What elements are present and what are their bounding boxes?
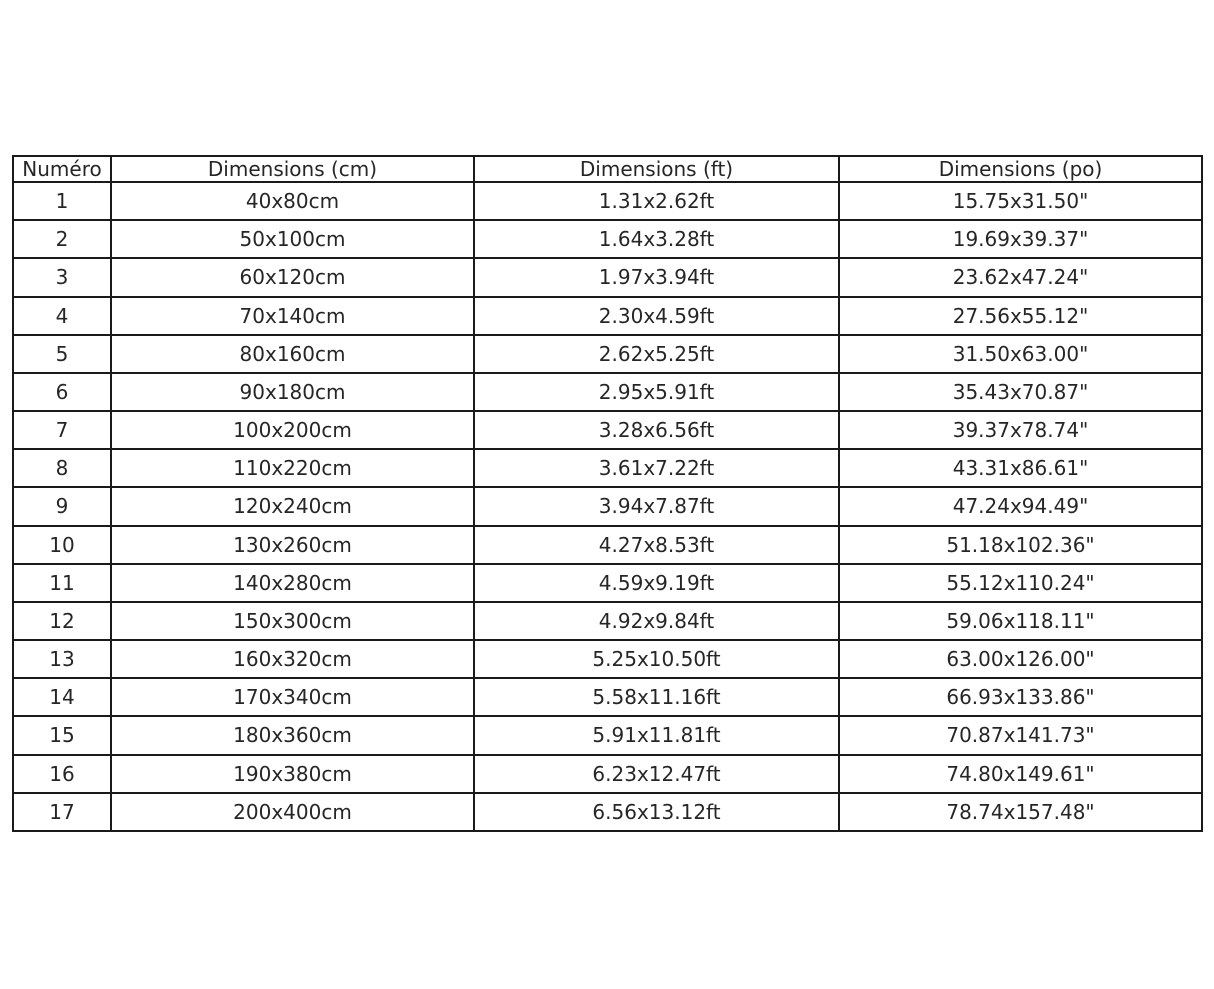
cell-dimensions-po: 35.43x70.87" bbox=[839, 373, 1202, 411]
cell-numero: 6 bbox=[13, 373, 111, 411]
cell-numero: 16 bbox=[13, 755, 111, 793]
dimensions-table bbox=[12, 155, 1203, 832]
cell-dimensions-cm: 130x260cm bbox=[111, 526, 474, 564]
cell-dimensions-ft: 4.27x8.53ft bbox=[474, 526, 839, 564]
dimensions-conversion-table-figure bbox=[12, 155, 1201, 832]
column-header-dimensions-cm: Dimensions (cm) bbox=[111, 156, 474, 182]
cell-dimensions-cm: 60x120cm bbox=[111, 258, 474, 296]
cell-dimensions-cm: 200x400cm bbox=[111, 793, 474, 831]
cell-dimensions-cm: 120x240cm bbox=[111, 487, 474, 525]
header-row bbox=[13, 156, 1202, 182]
cell-dimensions-ft: 3.28x6.56ft bbox=[474, 411, 839, 449]
cell-dimensions-cm: 160x320cm bbox=[111, 640, 474, 678]
cell-dimensions-ft: 5.58x11.16ft bbox=[474, 678, 839, 716]
cell-dimensions-cm: 70x140cm bbox=[111, 297, 474, 335]
cell-dimensions-po: 66.93x133.86" bbox=[839, 678, 1202, 716]
cell-dimensions-ft: 4.92x9.84ft bbox=[474, 602, 839, 640]
table-row bbox=[13, 564, 1202, 602]
cell-dimensions-ft: 5.91x11.81ft bbox=[474, 716, 839, 754]
cell-dimensions-po: 27.56x55.12" bbox=[839, 297, 1202, 335]
table-row bbox=[13, 449, 1202, 487]
cell-dimensions-po: 51.18x102.36" bbox=[839, 526, 1202, 564]
column-header-numero: Numéro bbox=[13, 156, 111, 182]
cell-numero: 13 bbox=[13, 640, 111, 678]
cell-numero: 8 bbox=[13, 449, 111, 487]
table-row bbox=[13, 335, 1202, 373]
cell-dimensions-cm: 170x340cm bbox=[111, 678, 474, 716]
column-header-dimensions-po: Dimensions (po) bbox=[839, 156, 1202, 182]
cell-numero: 9 bbox=[13, 487, 111, 525]
cell-dimensions-po: 47.24x94.49" bbox=[839, 487, 1202, 525]
cell-dimensions-po: 19.69x39.37" bbox=[839, 220, 1202, 258]
cell-dimensions-ft: 3.61x7.22ft bbox=[474, 449, 839, 487]
table-row bbox=[13, 716, 1202, 754]
cell-dimensions-po: 15.75x31.50" bbox=[839, 182, 1202, 220]
table-row bbox=[13, 755, 1202, 793]
cell-dimensions-ft: 1.64x3.28ft bbox=[474, 220, 839, 258]
cell-numero: 11 bbox=[13, 564, 111, 602]
cell-dimensions-cm: 100x200cm bbox=[111, 411, 474, 449]
cell-dimensions-ft: 2.95x5.91ft bbox=[474, 373, 839, 411]
column-header-dimensions-ft: Dimensions (ft) bbox=[474, 156, 839, 182]
cell-dimensions-ft: 1.97x3.94ft bbox=[474, 258, 839, 296]
cell-numero: 2 bbox=[13, 220, 111, 258]
table-body bbox=[13, 182, 1202, 831]
cell-dimensions-po: 63.00x126.00" bbox=[839, 640, 1202, 678]
table-row bbox=[13, 182, 1202, 220]
cell-dimensions-po: 70.87x141.73" bbox=[839, 716, 1202, 754]
cell-dimensions-cm: 140x280cm bbox=[111, 564, 474, 602]
cell-dimensions-po: 59.06x118.11" bbox=[839, 602, 1202, 640]
cell-dimensions-cm: 150x300cm bbox=[111, 602, 474, 640]
table-row bbox=[13, 487, 1202, 525]
cell-dimensions-po: 31.50x63.00" bbox=[839, 335, 1202, 373]
cell-dimensions-cm: 180x360cm bbox=[111, 716, 474, 754]
table-row bbox=[13, 297, 1202, 335]
cell-numero: 12 bbox=[13, 602, 111, 640]
table-row bbox=[13, 602, 1202, 640]
cell-dimensions-ft: 6.23x12.47ft bbox=[474, 755, 839, 793]
table-row bbox=[13, 373, 1202, 411]
cell-dimensions-ft: 4.59x9.19ft bbox=[474, 564, 839, 602]
cell-dimensions-cm: 40x80cm bbox=[111, 182, 474, 220]
table-row bbox=[13, 793, 1202, 831]
cell-dimensions-po: 55.12x110.24" bbox=[839, 564, 1202, 602]
cell-dimensions-cm: 110x220cm bbox=[111, 449, 474, 487]
cell-numero: 4 bbox=[13, 297, 111, 335]
cell-dimensions-cm: 80x160cm bbox=[111, 335, 474, 373]
cell-dimensions-ft: 5.25x10.50ft bbox=[474, 640, 839, 678]
cell-dimensions-po: 23.62x47.24" bbox=[839, 258, 1202, 296]
cell-numero: 1 bbox=[13, 182, 111, 220]
cell-dimensions-ft: 6.56x13.12ft bbox=[474, 793, 839, 831]
cell-dimensions-cm: 190x380cm bbox=[111, 755, 474, 793]
table-row bbox=[13, 640, 1202, 678]
cell-dimensions-cm: 50x100cm bbox=[111, 220, 474, 258]
cell-numero: 17 bbox=[13, 793, 111, 831]
cell-numero: 15 bbox=[13, 716, 111, 754]
table-row bbox=[13, 526, 1202, 564]
cell-dimensions-po: 78.74x157.48" bbox=[839, 793, 1202, 831]
cell-numero: 7 bbox=[13, 411, 111, 449]
cell-numero: 14 bbox=[13, 678, 111, 716]
cell-dimensions-ft: 3.94x7.87ft bbox=[474, 487, 839, 525]
cell-numero: 5 bbox=[13, 335, 111, 373]
cell-dimensions-ft: 1.31x2.62ft bbox=[474, 182, 839, 220]
cell-dimensions-ft: 2.62x5.25ft bbox=[474, 335, 839, 373]
table-row bbox=[13, 678, 1202, 716]
cell-dimensions-po: 39.37x78.74" bbox=[839, 411, 1202, 449]
table-row bbox=[13, 220, 1202, 258]
cell-dimensions-ft: 2.30x4.59ft bbox=[474, 297, 839, 335]
cell-dimensions-po: 74.80x149.61" bbox=[839, 755, 1202, 793]
table-row bbox=[13, 258, 1202, 296]
cell-dimensions-cm: 90x180cm bbox=[111, 373, 474, 411]
table-row bbox=[13, 411, 1202, 449]
cell-numero: 3 bbox=[13, 258, 111, 296]
cell-numero: 10 bbox=[13, 526, 111, 564]
cell-dimensions-po: 43.31x86.61" bbox=[839, 449, 1202, 487]
